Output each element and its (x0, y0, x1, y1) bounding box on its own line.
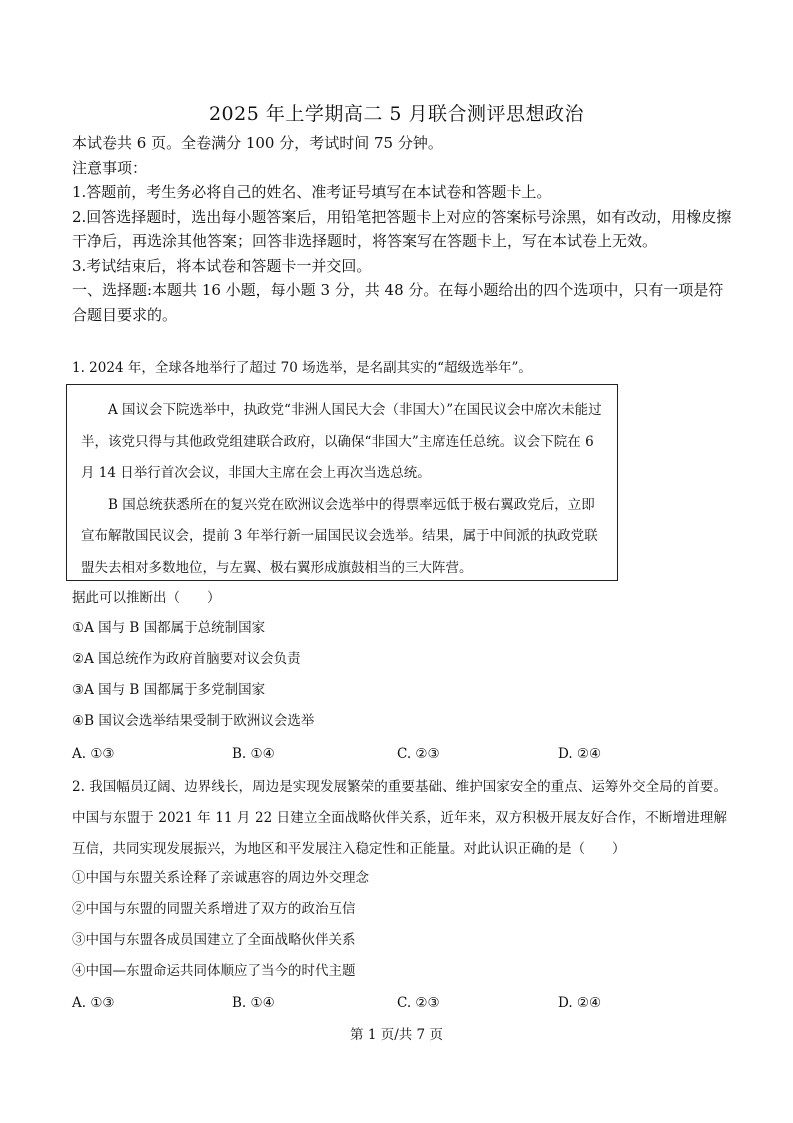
statement-item: ①中国与东盟关系诠释了亲诚惠容的周边外交理念 (72, 870, 369, 886)
statement-item: ②中国与东盟的同盟关系增进了双方的政治互信 (72, 901, 356, 917)
question-1-statements (72, 613, 732, 737)
question-2-options (72, 995, 732, 1017)
statement-item: ③A 国与 B 国都属于多党制国家 (72, 682, 266, 698)
notice-item-2: 2.回答选择题时，选出每小题答案后，用铅笔把答题卡上对应的答案标号涂黑，如有改动，用橡皮擦干净后，再选涂其他答案；回答非选择题时，将答案写在答题卡上，写在本试卷上无效。 (72, 207, 732, 250)
statement-item: ④B 国议会选举结果受制于欧洲议会选举 (72, 713, 315, 729)
material-paragraph-b: B 国总统获悉所在的复兴党在欧洲议会选举中的得票率远低于极右翼政党后，立即宣布解散国民议会，提前 3 年举行新一届国民议会选举。结果，属于中间派的执政党联盟失去相对多数地位，与左翼、极右翼形成旗鼓相当的三大阵营。 (81, 496, 598, 576)
question-1-stem: 1. 2024 年，全球各地举行了超过 70 场选举，是名副其实的“超级选举年”。 (72, 360, 532, 376)
exam-info-line: 本试卷共 6 页。全卷满分 100 分，考试时间 75 分钟。 (72, 134, 443, 152)
page-footer: 第 1 页/共 7 页 (350, 1027, 443, 1043)
option-d[interactable]: D. ②④ (558, 746, 602, 762)
option-b[interactable]: B. ①④ (232, 995, 275, 1011)
option-b[interactable]: B. ①④ (232, 746, 275, 762)
notice-heading: 注意事项： (72, 158, 148, 177)
question-1-options (72, 746, 732, 768)
section-heading: 一、选择题:本题共 16 小题，每小题 3 分，共 48 分。在每小题给出的四个选项中，只有一项是符合题目要求的。 (72, 281, 724, 324)
question-1-lead: 据此可以推断出（ ） (72, 590, 221, 606)
statement-item: ②A 国总统作为政府首脑要对议会负责 (72, 651, 301, 667)
question-2-stem: 2. 我国幅员辽阔、边界线长，周边是实现发展繁荣的重要基础、维护国家安全的重点、运筹外交全局的首要。中国与东盟于 2021 年 11 月 22 日建立全面战略伙伴关系，近年来，双方积极开展友好合作，不断增进理解互信，共同实现发展振兴，为地区和平发展注入稳定性和正能量。对此认识正确的是（ ） (72, 779, 727, 857)
option-c[interactable]: C. ②③ (397, 995, 440, 1011)
statement-item: ④中国—东盟命运共同体顺应了当今的时代主题 (72, 963, 356, 979)
question-1-material-box (66, 384, 618, 581)
material-paragraph-a: A 国议会下院选举中，执政党“非洲人国民大会（非国大）”在国民议会中席次未能过半，该党只得与其他政党组建联合政府，以确保“非国大”主席连任总统。议会下院在 6 月 14 日举行首次会议，非国大主席在会上再次当选总统。 (81, 402, 602, 481)
option-d[interactable]: D. ②④ (558, 995, 602, 1011)
notice-item-3: 3.考试结束后，将本试卷和答题卡一并交回。 (72, 256, 372, 275)
statement-item: ③中国与东盟各成员国建立了全面战略伙伴关系 (72, 932, 356, 948)
question-2-statements (72, 863, 732, 987)
notice-item-1: 1.答题前，考生务必将自己的姓名、准考证号填写在本试卷和答题卡上。 (72, 183, 552, 201)
statement-item: ①A 国与 B 国都属于总统制国家 (72, 620, 266, 636)
option-a[interactable]: A. ①③ (72, 746, 115, 762)
exam-instructions (72, 131, 732, 327)
exam-title: 2025 年上学期高二 5 月联合测评思想政治 (208, 103, 585, 125)
option-c[interactable]: C. ②③ (397, 746, 440, 762)
option-a[interactable]: A. ①③ (72, 995, 115, 1011)
